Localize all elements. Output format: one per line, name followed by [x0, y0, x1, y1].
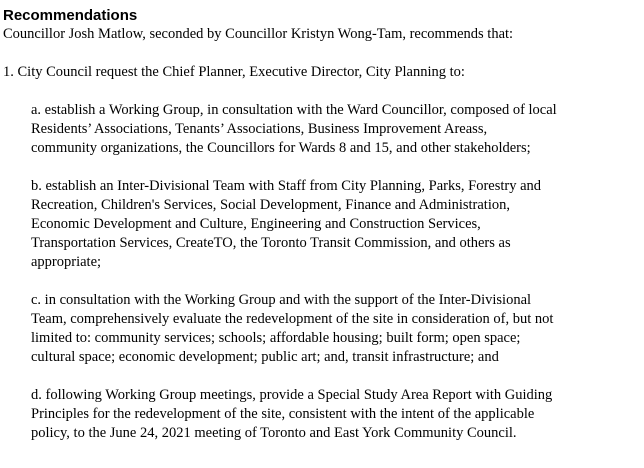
sub-item-line: cultural space; economic development; public art; and, transit infrastructure; and: [31, 349, 499, 365]
sub-item-c: [31, 291, 639, 367]
sub-item-line: Principles for the redevelopment of the site, consistent with the intent of the applicable: [31, 406, 535, 422]
sub-item-line: Team, comprehensively evaluate the redevelopment of the site in consideration of, but not: [31, 311, 554, 327]
document: [3, 7, 639, 443]
section-heading: Recommendations: [3, 7, 138, 24]
sub-item-d: [31, 386, 639, 443]
sub-item-line: Residents’ Associations, Tenants’ Associations, Business Improvement Areass,: [31, 121, 488, 137]
sub-item-line: a. establish a Working Group, in consultation with the Ward Councillor, composed of local: [31, 102, 557, 118]
sub-item-line: Recreation, Children's Services, Social Development, Finance and Administration,: [31, 197, 510, 213]
sub-item-b: [31, 177, 639, 272]
sub-item-line: appropriate;: [31, 254, 102, 270]
sub-item-line: b. establish an Inter-Divisional Team with Staff from City Planning, Parks, Forestry and: [31, 178, 542, 194]
sub-item-a: [31, 101, 639, 158]
recommendation-1: 1. City Council request the Chief Planner, Executive Director, City Planning to:: [3, 64, 465, 80]
sub-item-line: Transportation Services, CreateTO, the Toronto Transit Commission, and others as: [31, 235, 511, 251]
sub-item-line: community organizations, the Councillors for Wards 8 and 15, and other stakeholders;: [31, 140, 531, 156]
intro-text: Councillor Josh Matlow, seconded by Councillor Kristyn Wong-Tam, recommends that:: [3, 26, 514, 42]
sub-item-line: policy, to the June 24, 2021 meeting of Toronto and East York Community Council.: [31, 425, 517, 441]
sub-item-line: limited to: community services; schools; affordable housing; built form; open space;: [31, 330, 521, 346]
sub-item-line: Economic Development and Culture, Engineering and Construction Services,: [31, 216, 481, 232]
sub-item-line: c. in consultation with the Working Group and with the support of the Inter-Divisional: [31, 292, 532, 308]
sub-item-line: d. following Working Group meetings, provide a Special Study Area Report with Guiding: [31, 387, 553, 403]
